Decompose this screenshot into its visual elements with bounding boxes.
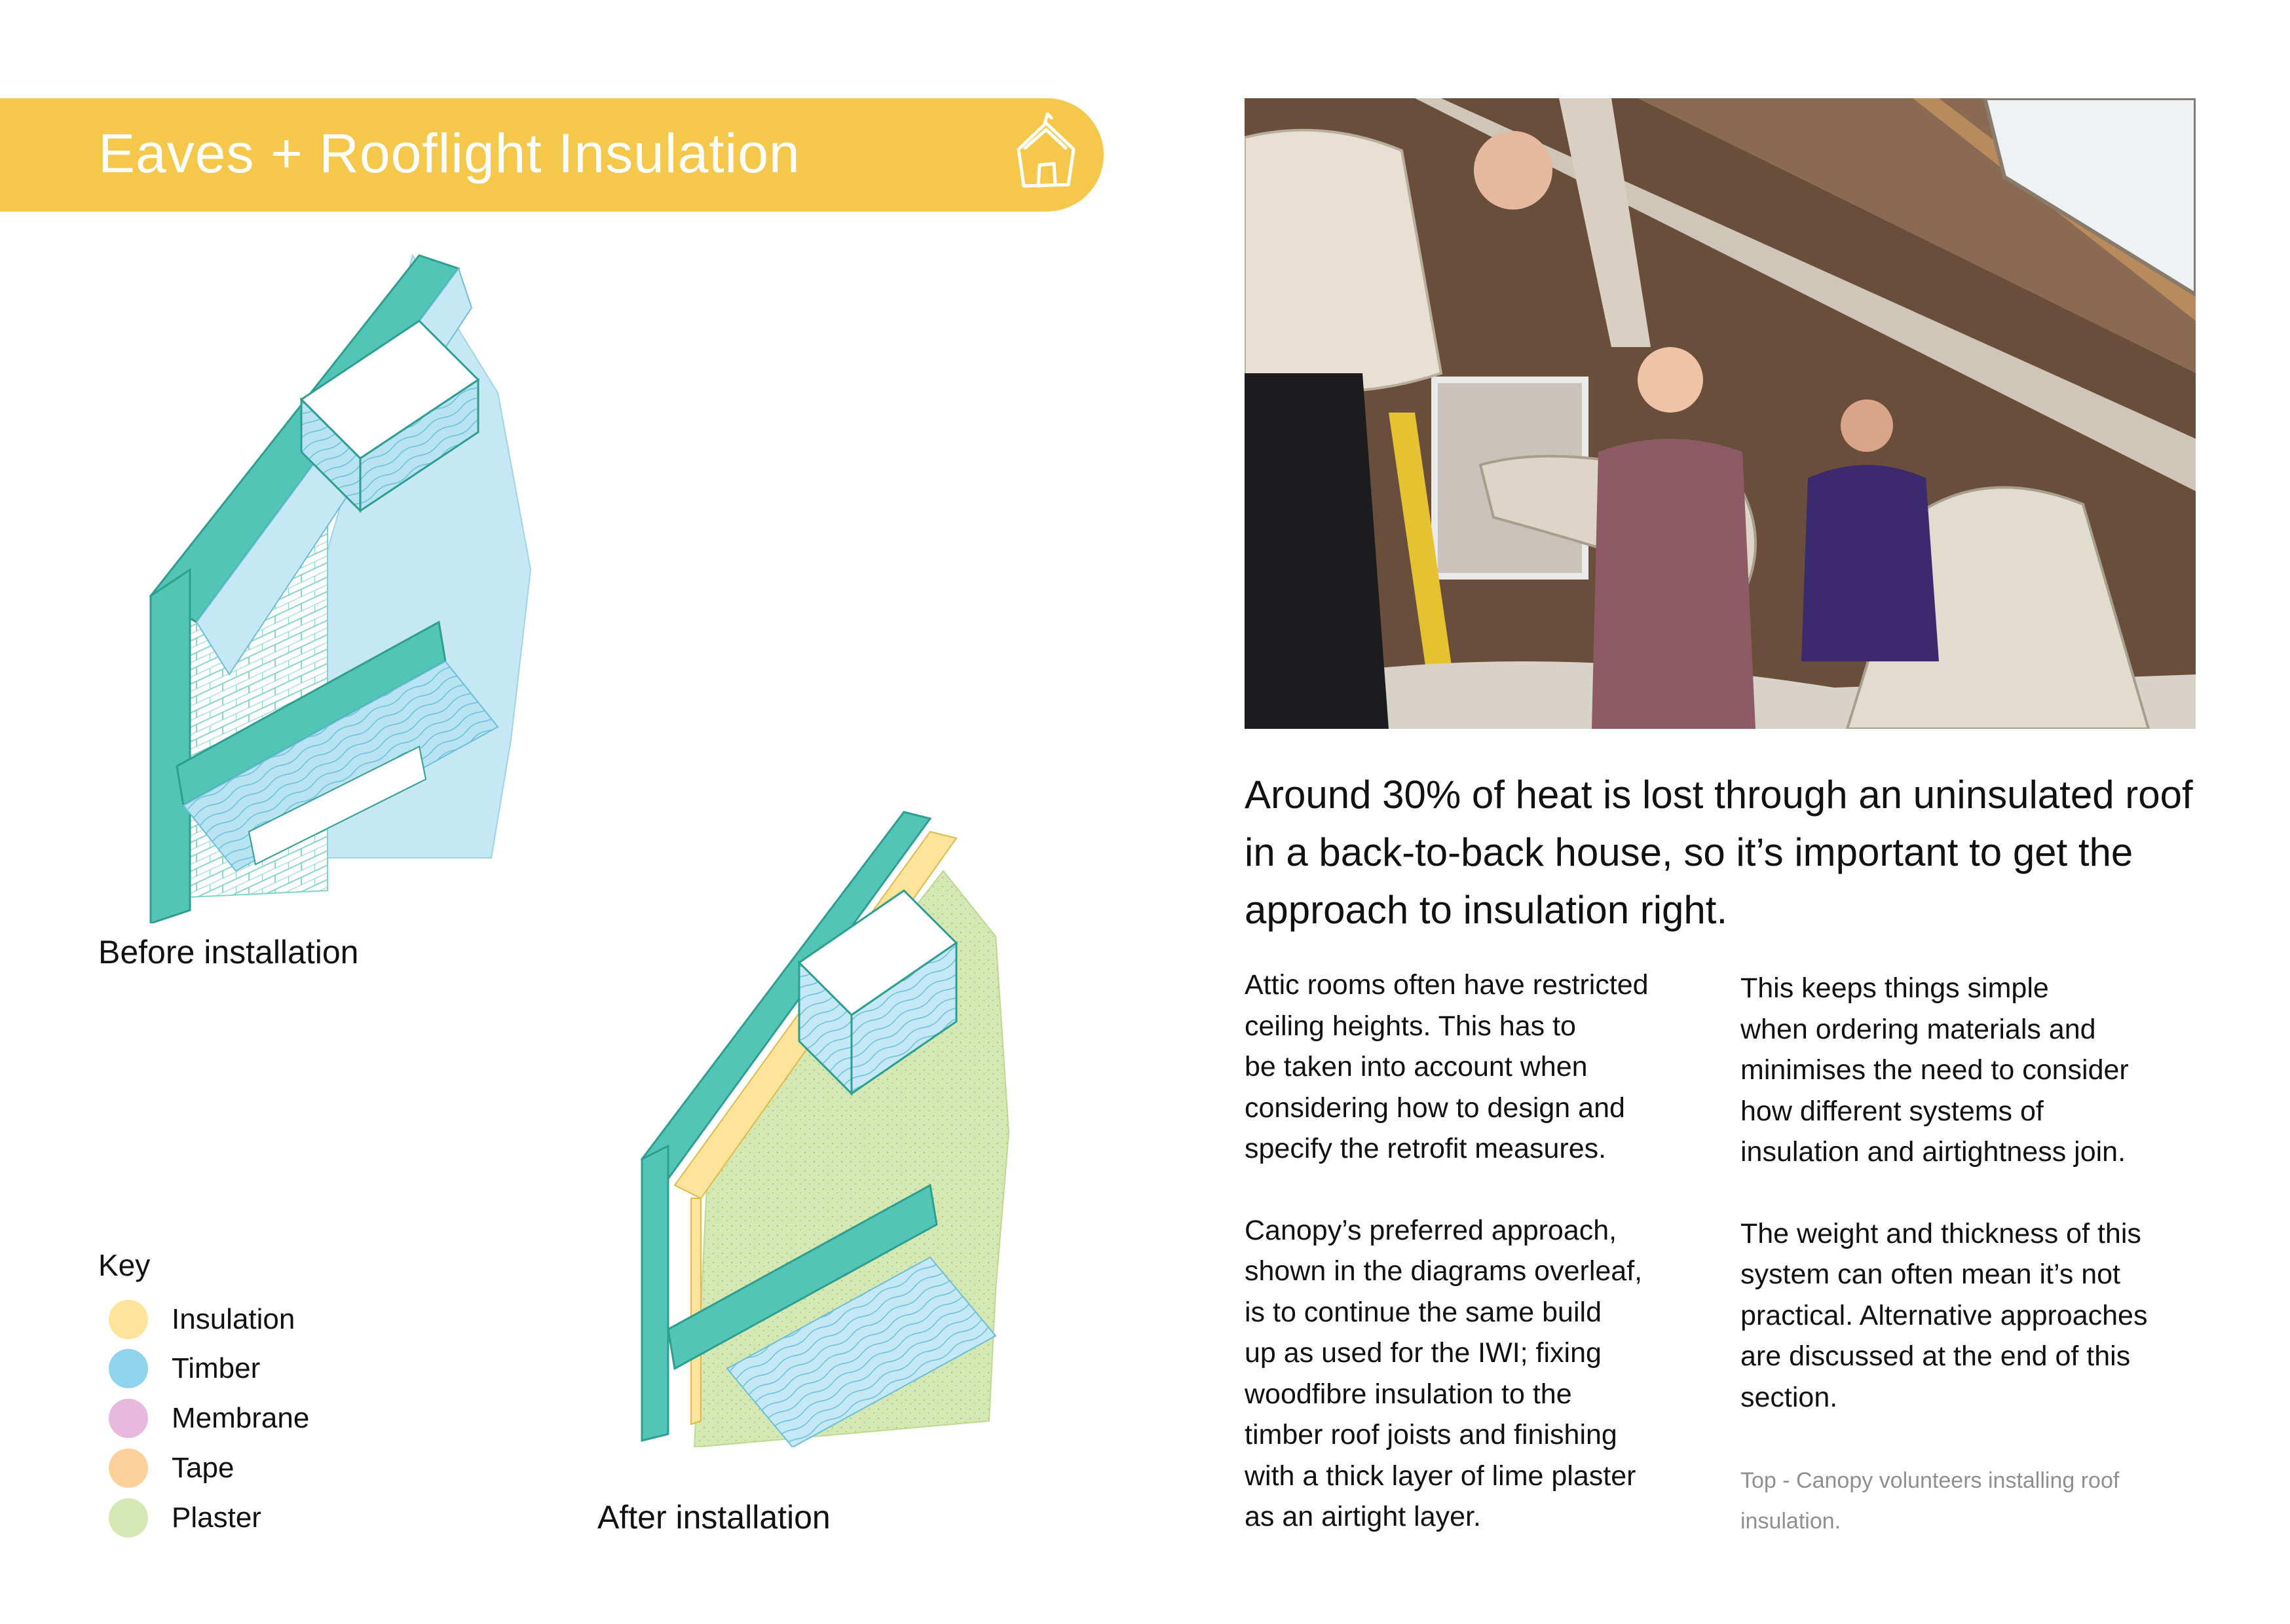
text-line: with a thick layer of lime plaster	[1245, 1460, 1636, 1492]
membrane-swatch	[109, 1399, 148, 1438]
paragraph	[1245, 965, 1729, 1170]
body-column-left	[1245, 965, 1729, 1538]
key-item-label: Tape	[172, 1452, 235, 1484]
text-line: considering how to design and	[1245, 1092, 1625, 1124]
text-line: specify the retrofit measures.	[1245, 1133, 1607, 1164]
paragraph	[1245, 1210, 1729, 1538]
key-item	[109, 1349, 260, 1388]
insulation-swatch	[109, 1300, 148, 1339]
text-line: is to continue the same build	[1245, 1296, 1602, 1328]
text-line: when ordering materials and	[1740, 1013, 2096, 1045]
text-line: minimises the need to consider	[1740, 1054, 2129, 1086]
text-line: up as used for the IWI; fixing	[1245, 1337, 1602, 1369]
caption-line: Top - Canopy volunteers installing roof	[1740, 1468, 2120, 1493]
text-line: insulation and airtightness join.	[1740, 1136, 2126, 1168]
text-line: are discussed at the end of this	[1740, 1340, 2131, 1372]
caption-line: insulation.	[1740, 1509, 1841, 1534]
text-line: This keeps things simple	[1740, 972, 2049, 1004]
text-line: system can often mean it’s not	[1740, 1259, 2120, 1290]
text-line: how different systems of	[1740, 1095, 2044, 1127]
key-item-label: Membrane	[172, 1402, 310, 1434]
after-installation-label: After installation	[597, 1499, 831, 1536]
after-installation-diagram	[629, 792, 1048, 1447]
key-item	[109, 1399, 309, 1438]
text-line: ceiling heights. This has to	[1245, 1010, 1576, 1042]
text-line: practical. Alternative approaches	[1740, 1299, 2148, 1331]
plaster-swatch	[109, 1498, 148, 1538]
paragraph	[1740, 1213, 2225, 1418]
text-line: be taken into account when	[1245, 1051, 1588, 1082]
key-item	[109, 1449, 234, 1488]
before-installation-label: Before installation	[98, 934, 359, 970]
key-item-label: Timber	[172, 1352, 261, 1384]
text-line: The weight and thickness of this	[1740, 1217, 2141, 1249]
text-line: Canopy’s preferred approach,	[1245, 1214, 1617, 1246]
volunteers-installing-insulation-photo	[1245, 98, 2196, 729]
body-column-right	[1740, 968, 2225, 1418]
text-line: timber roof joists and finishing	[1245, 1419, 1617, 1450]
lead-paragraph: Around 30% of heat is lost through an uninsulated roof in a back-to-back house, so it’s important to get the approach to insulation right.	[1245, 773, 2193, 932]
section-header-banner	[0, 98, 1104, 212]
key-item	[109, 1498, 261, 1538]
key-item-label: Plaster	[172, 1502, 261, 1534]
key-item-label: Insulation	[172, 1303, 295, 1335]
timber-swatch	[109, 1349, 148, 1388]
text-line: as an airtight layer.	[1245, 1501, 1481, 1532]
page-title: Eaves + Rooflight Insulation	[98, 122, 800, 184]
house-outline-icon	[1005, 111, 1087, 196]
paragraph	[1740, 968, 2225, 1173]
key-title: Key	[98, 1248, 151, 1282]
before-installation-diagram	[131, 229, 563, 923]
text-line: section.	[1740, 1381, 1838, 1413]
photo-caption	[1740, 1460, 2212, 1541]
text-line: Attic rooms often have restricted	[1245, 969, 1649, 1001]
text-line: shown in the diagrams overleaf,	[1245, 1255, 1643, 1287]
text-line: woodfibre insulation to the	[1245, 1378, 1572, 1410]
key-item	[109, 1300, 295, 1339]
tape-swatch	[109, 1449, 148, 1488]
